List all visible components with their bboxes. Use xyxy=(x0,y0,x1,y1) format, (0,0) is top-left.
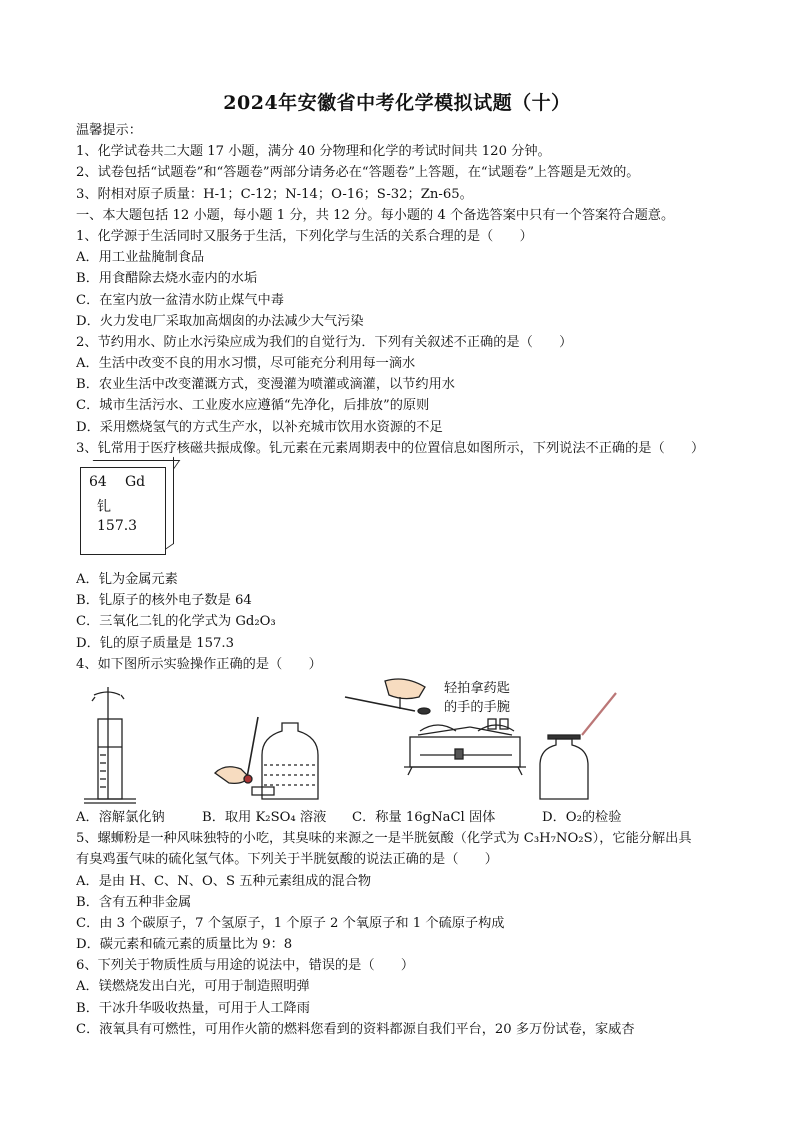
oxygen-test-figure xyxy=(540,693,616,799)
tips-heading: 温馨提示： xyxy=(76,123,142,138)
q5-option-b: B．含有五种非金属 xyxy=(76,894,192,910)
q5-stem: 有臭鸡蛋气味的硫化氢气体。下列关于半胱氨酸的说法正确的是（ ） xyxy=(76,852,498,868)
q4-captions xyxy=(76,807,728,828)
q3-option-c: C．三氧化二钆的化学式为 Gd₂O₃ xyxy=(76,614,276,630)
tip-item: 2、试卷包括“试题卷”和“答题卷”两部分请务必在“答题卷”上答题，在“试题卷”上答题是无效的。 xyxy=(76,165,640,181)
caption-a: A．溶解氯化钠 xyxy=(76,809,165,825)
q6-stem: 6、下列关于物质性质与用途的说法中，错误的是（ ） xyxy=(76,958,415,974)
q1-option-c: C．在室内放一盆清水防止煤气中毒 xyxy=(76,292,284,308)
q6-option-a: A．镁燃烧发出白光，可用于制造照明弹 xyxy=(76,979,310,995)
q1-option-d: D．火力发电厂采取加高烟囱的办法减少大气污染 xyxy=(76,313,364,329)
caption-d: D．O₂的检验 xyxy=(542,809,622,825)
q3-option-b: B．钆原子的核外电子数是 64 xyxy=(76,593,252,609)
atomic-mass: 157.3 xyxy=(97,518,138,534)
q2-stem: 2、节约用水、防止水污染应成为我们的自觉行为．下列有关叙述不正确的是（ ） xyxy=(76,334,573,350)
q5-option-c: C．由 3 个碳原子，7 个氢原子，1 个原子 2 个氧原子和 1 个硫原子构成 xyxy=(76,915,505,931)
section-heading: 一、本大题包括 12 小题，每小题 1 分，共 12 分。每小题的 4 个备选答案中只有一个答案符合题意。 xyxy=(76,207,675,223)
element-symbol: Gd xyxy=(125,474,146,490)
element-name: 钆 xyxy=(97,499,111,515)
lab-illustrations xyxy=(0,675,794,807)
figure-note-line: 的手的手腕 xyxy=(444,699,510,715)
q4-stem: 4、如下图所示实验操作正确的是（ ） xyxy=(76,656,322,672)
q2-option-a: A．生活中改变不良的用水习惯，尽可能充分利用每一滴水 xyxy=(76,356,416,372)
atomic-number: 64 xyxy=(89,474,107,490)
q2-option-b: B．农业生活中改变灌溉方式，变漫灌为喷灌或滴灌，以节约用水 xyxy=(76,377,455,393)
q5-option-d: D．碳元素和硫元素的质量比为 9：8 xyxy=(76,937,293,953)
q4-figures xyxy=(76,675,728,807)
q6-option-c: C．液氧具有可燃性，可用作火箭的燃料您看到的资料都源自我们平台，20 多万份试卷，家威杏 xyxy=(76,1021,635,1037)
element-figure xyxy=(76,459,728,569)
exam-body xyxy=(76,120,728,1040)
q1-stem: 1、化学源于生活同时又服务于生活，下列化学与生活的关系合理的是（ ） xyxy=(76,228,533,244)
caption-c: C．称量 16gNaCl 固体 xyxy=(352,809,496,825)
page-title: 2024年安徽省中考化学模拟试题（十） xyxy=(223,92,571,114)
q5-stem: 5、螺蛳粉是一种风味独特的小吃，其臭味的来源之一是半胱氨酸（化学式为 C₃H₇NO₂S），它能分解出具 xyxy=(76,831,692,847)
q3-option-a: A．钆为金属元素 xyxy=(76,572,178,587)
element-cell xyxy=(80,467,166,555)
caption-b: B．取用 K₂SO₄ 溶液 xyxy=(202,809,327,825)
q3-option-d: D．钆的原子质量是 157.3 xyxy=(76,635,235,651)
q2-option-d: D．采用燃烧氢气的方式生产水，以补充城市饮用水资源的不足 xyxy=(76,419,443,435)
q2-option-c: C．城市生活污水、工业废水应遵循“先净化，后排放”的原则 xyxy=(76,398,430,414)
tip-item: 3、附相对原子质量：H-1；C-12；N-14；O-16；S-32；Zn-65。 xyxy=(76,186,473,202)
q6-option-b: B．干冰升华吸收热量，可用于人工降雨 xyxy=(76,1000,310,1016)
dropper-bottle-figure xyxy=(215,717,318,799)
q1-option-b: B．用食醋除去烧水壶内的水垢 xyxy=(76,271,258,287)
figure-note xyxy=(444,679,510,717)
q3-stem: 3、钆常用于医疗核磁共振成像。钆元素在元素周期表中的位置信息如图所示，下列说法不正确的是（ ） xyxy=(76,440,705,456)
cylinder-stirring-figure xyxy=(84,687,136,803)
q5-option-a: A．是由 H、C、N、O、S 五种元素组成的混合物 xyxy=(76,873,372,889)
tip-item: 1、化学试卷共二大题 17 小题，满分 40 分物理和化学的考试时间共 120 分钟。 xyxy=(76,144,551,160)
figure-note-line: 轻拍拿药匙 xyxy=(444,680,510,696)
q1-option-a: A．用工业盐腌制食品 xyxy=(76,250,205,266)
